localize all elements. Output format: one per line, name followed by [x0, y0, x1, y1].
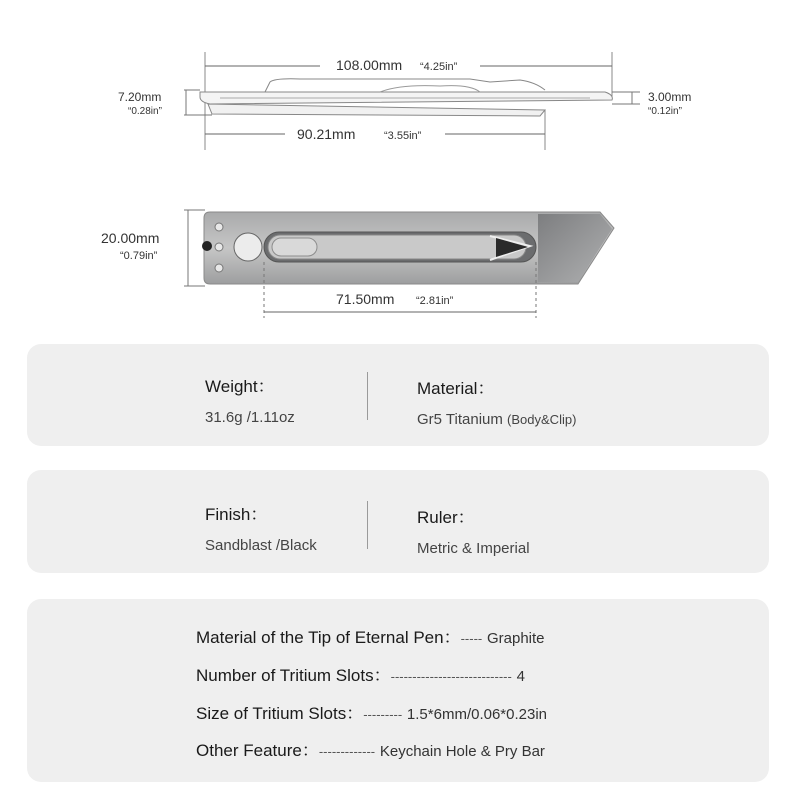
row-value: Keychain Hole & Pry Bar	[379, 743, 545, 760]
ruler-label: Ruler：	[417, 508, 475, 527]
finish-value: Sandblast /Black	[205, 537, 317, 554]
row-label: Size of Tritium Slots：	[196, 704, 364, 723]
material-spec	[417, 374, 576, 428]
ruler-value: Metric & Imperial	[417, 540, 530, 557]
row-label: Number of Tritium Slots：	[196, 666, 391, 685]
spec-card-finish-ruler	[27, 470, 769, 573]
spec-row-pen-tip	[196, 623, 545, 648]
body-length-mm-label: 90.21mm	[297, 126, 356, 142]
divider	[367, 501, 368, 549]
spec-card-weight-material	[27, 344, 769, 446]
weight-spec	[205, 372, 295, 426]
row-value: 1.5*6mm/0.06*0.23in	[406, 706, 548, 723]
slot-length-in-label: “2.81in”	[416, 295, 454, 307]
spec-card-details	[27, 599, 769, 782]
row-value: Graphite	[486, 630, 545, 647]
length-mm-label: 108.00mm	[336, 57, 403, 73]
spec-row-other-feature	[196, 736, 545, 761]
row-leader: ---------	[363, 707, 403, 722]
material-value: Gr5 Titanium	[417, 411, 503, 428]
material-note: (Body&Clip)	[507, 412, 577, 427]
row-label: Material of the Tip of Eternal Pen：	[196, 628, 461, 647]
height-mm-label: 7.20mm	[118, 90, 162, 104]
finish-spec	[205, 500, 317, 554]
body-length-in-label: “3.55in”	[384, 130, 422, 142]
spec-row-tritium-count	[196, 661, 525, 686]
thickness-mm-label: 3.00mm	[648, 90, 692, 104]
ruler-spec	[417, 503, 530, 557]
length-in-label: “4.25in”	[420, 61, 458, 73]
finish-label: Finish：	[205, 505, 268, 524]
width-in-label: “0.79in”	[120, 250, 158, 262]
material-label: Material：	[417, 379, 495, 398]
row-leader: -------------	[318, 744, 376, 759]
spec-row-tritium-size	[196, 699, 547, 724]
row-value: 4	[516, 668, 525, 685]
thickness-in-label: “0.12in”	[648, 106, 682, 117]
row-label: Other Feature：	[196, 741, 319, 760]
slot-length-mm-label: 71.50mm	[336, 291, 395, 307]
top-view-drawing	[202, 212, 614, 284]
divider	[367, 372, 368, 420]
row-leader: -----	[460, 631, 483, 646]
height-in-label: “0.28in”	[128, 106, 162, 117]
width-mm-label: 20.00mm	[101, 230, 160, 246]
weight-label: Weight：	[205, 377, 275, 396]
dimension-diagram	[0, 0, 800, 330]
row-leader: ----------------------------	[390, 669, 512, 684]
weight-value: 31.6g /1.11oz	[205, 409, 295, 426]
